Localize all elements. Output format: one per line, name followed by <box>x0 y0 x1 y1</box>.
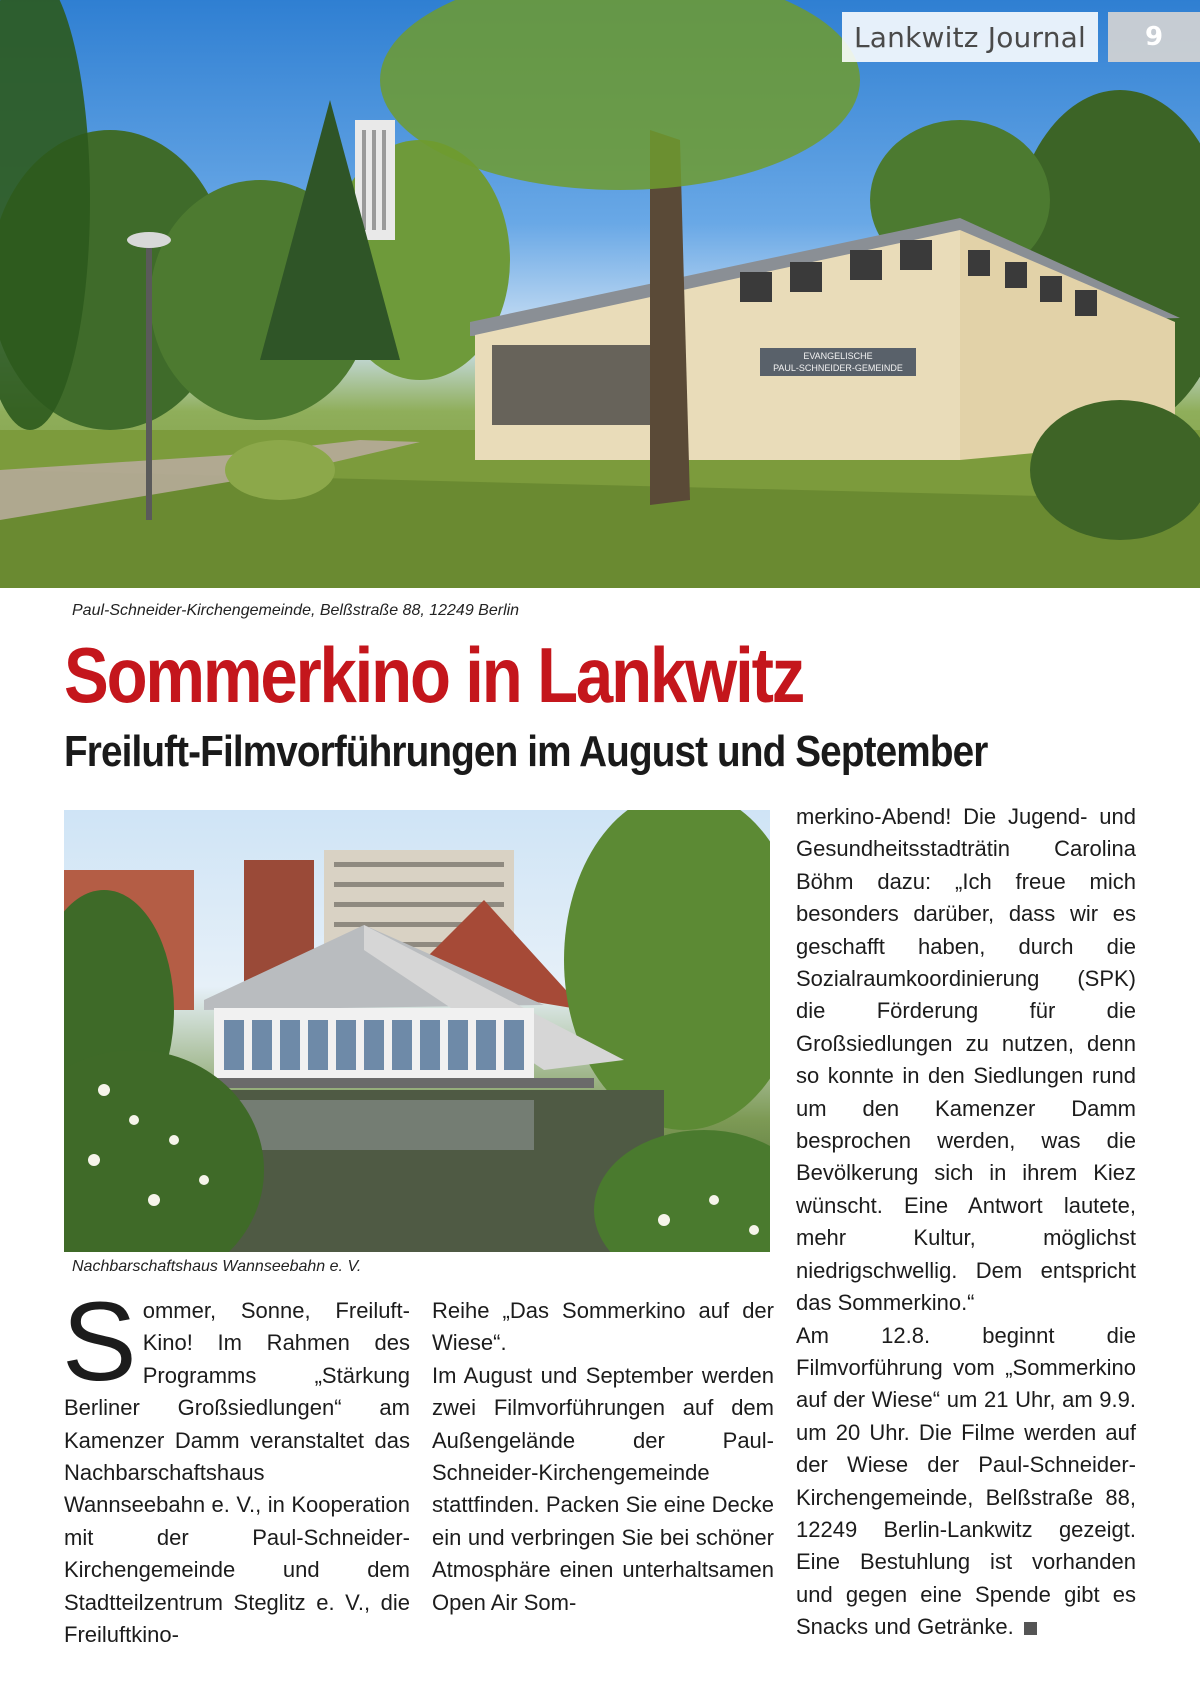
article-subtitle: Freiluft-Filmvorführungen im August und September <box>64 727 988 776</box>
church-sign-line2: PAUL-SCHNEIDER-GEMEINDE <box>773 363 903 373</box>
running-head <box>842 12 1200 62</box>
nachbarschaftshaus-photo <box>64 810 770 1252</box>
end-of-article-square-icon <box>1024 1622 1037 1635</box>
article-column-1 <box>62 1279 410 1651</box>
article-column-2 <box>432 1295 774 1619</box>
article-title: Sommerkino in Lankwitz <box>64 631 804 719</box>
column-3-paragraph-1: merkino-Abend! Die Jugend- und Gesundheitsstadträtin Carolina Böhm dazu: „Ich freue mich besonders darüber, dass wir es geschafft haben, durch die Sozialraumkoordinierung (SPK) die Förderung für die Großsiedlungen zu nutzen, denn so konnte in den Siedlungen rund um den Kamenzer Damm besprochen werden, was die Bevölkerung sich in ihrem Kiez wünscht. Eine Antwort lautete, mehr Kultur, möglichst niedrigschwellig. Dem entspricht das Sommerkino.“ <box>796 804 1136 1316</box>
column-2-paragraph-1: Reihe „Das Sommerkino auf der Wiese“. <box>432 1298 774 1356</box>
article-column-3 <box>796 801 1136 1644</box>
nachbarschaftshaus-illustration <box>64 810 770 1252</box>
church-photo-illustration <box>0 0 1200 588</box>
page-number: 9 <box>1108 12 1200 62</box>
church-photo <box>0 0 1200 588</box>
column-2-paragraph-2: Im August und September werden zwei Filmvorführungen auf dem Außengelände der Paul-Schneider-Kirchengemeinde stattfinden. Packen Sie eine Decke ein und verbringen Sie bei schöner Atmosphäre einen unterhaltsamen Open Air Som- <box>432 1362 774 1615</box>
column-1-text: ommer, Sonne, Freiluft-Kino! Im Rahmen des Programms „Stärkung Berliner Großsiedlungen“ am Kamenzer Damm veranstaltet das Nachbarschaftshaus Wannseebahn e. V., in Kooperation mit der Paul-Schneider-Kirchengemeinde und dem Stadtteilzentrum Steglitz e. V., die Freiluftkino- <box>64 1298 410 1648</box>
photo-caption-church: Paul-Schneider-Kirchengemeinde, Belßstraße 88, 12249 Berlin <box>72 602 520 619</box>
drop-cap: S <box>62 1279 137 1404</box>
church-sign-line1: EVANGELISCHE <box>803 351 873 361</box>
photo-caption-nachbarschaftshaus: Nachbarschaftshaus Wannseebahn e. V. <box>72 1258 362 1275</box>
column-3-paragraph-2: Am 12.8. beginnt die Filmvorführung vom „Sommerkino auf der Wiese“ um 21 Uhr, am 9.9. um 20 Uhr. Die Filme werden auf der Wiese der Paul-Schneider-Kirchengemeinde, Belßstraße 88, 12249 Berlin-Lankwitz gezeigt. Eine Bestuhlung ist vorhanden und gegen eine Spende gibt es Snacks und Getränke. <box>796 1322 1136 1640</box>
journal-title: Lankwitz Journal <box>842 12 1098 62</box>
